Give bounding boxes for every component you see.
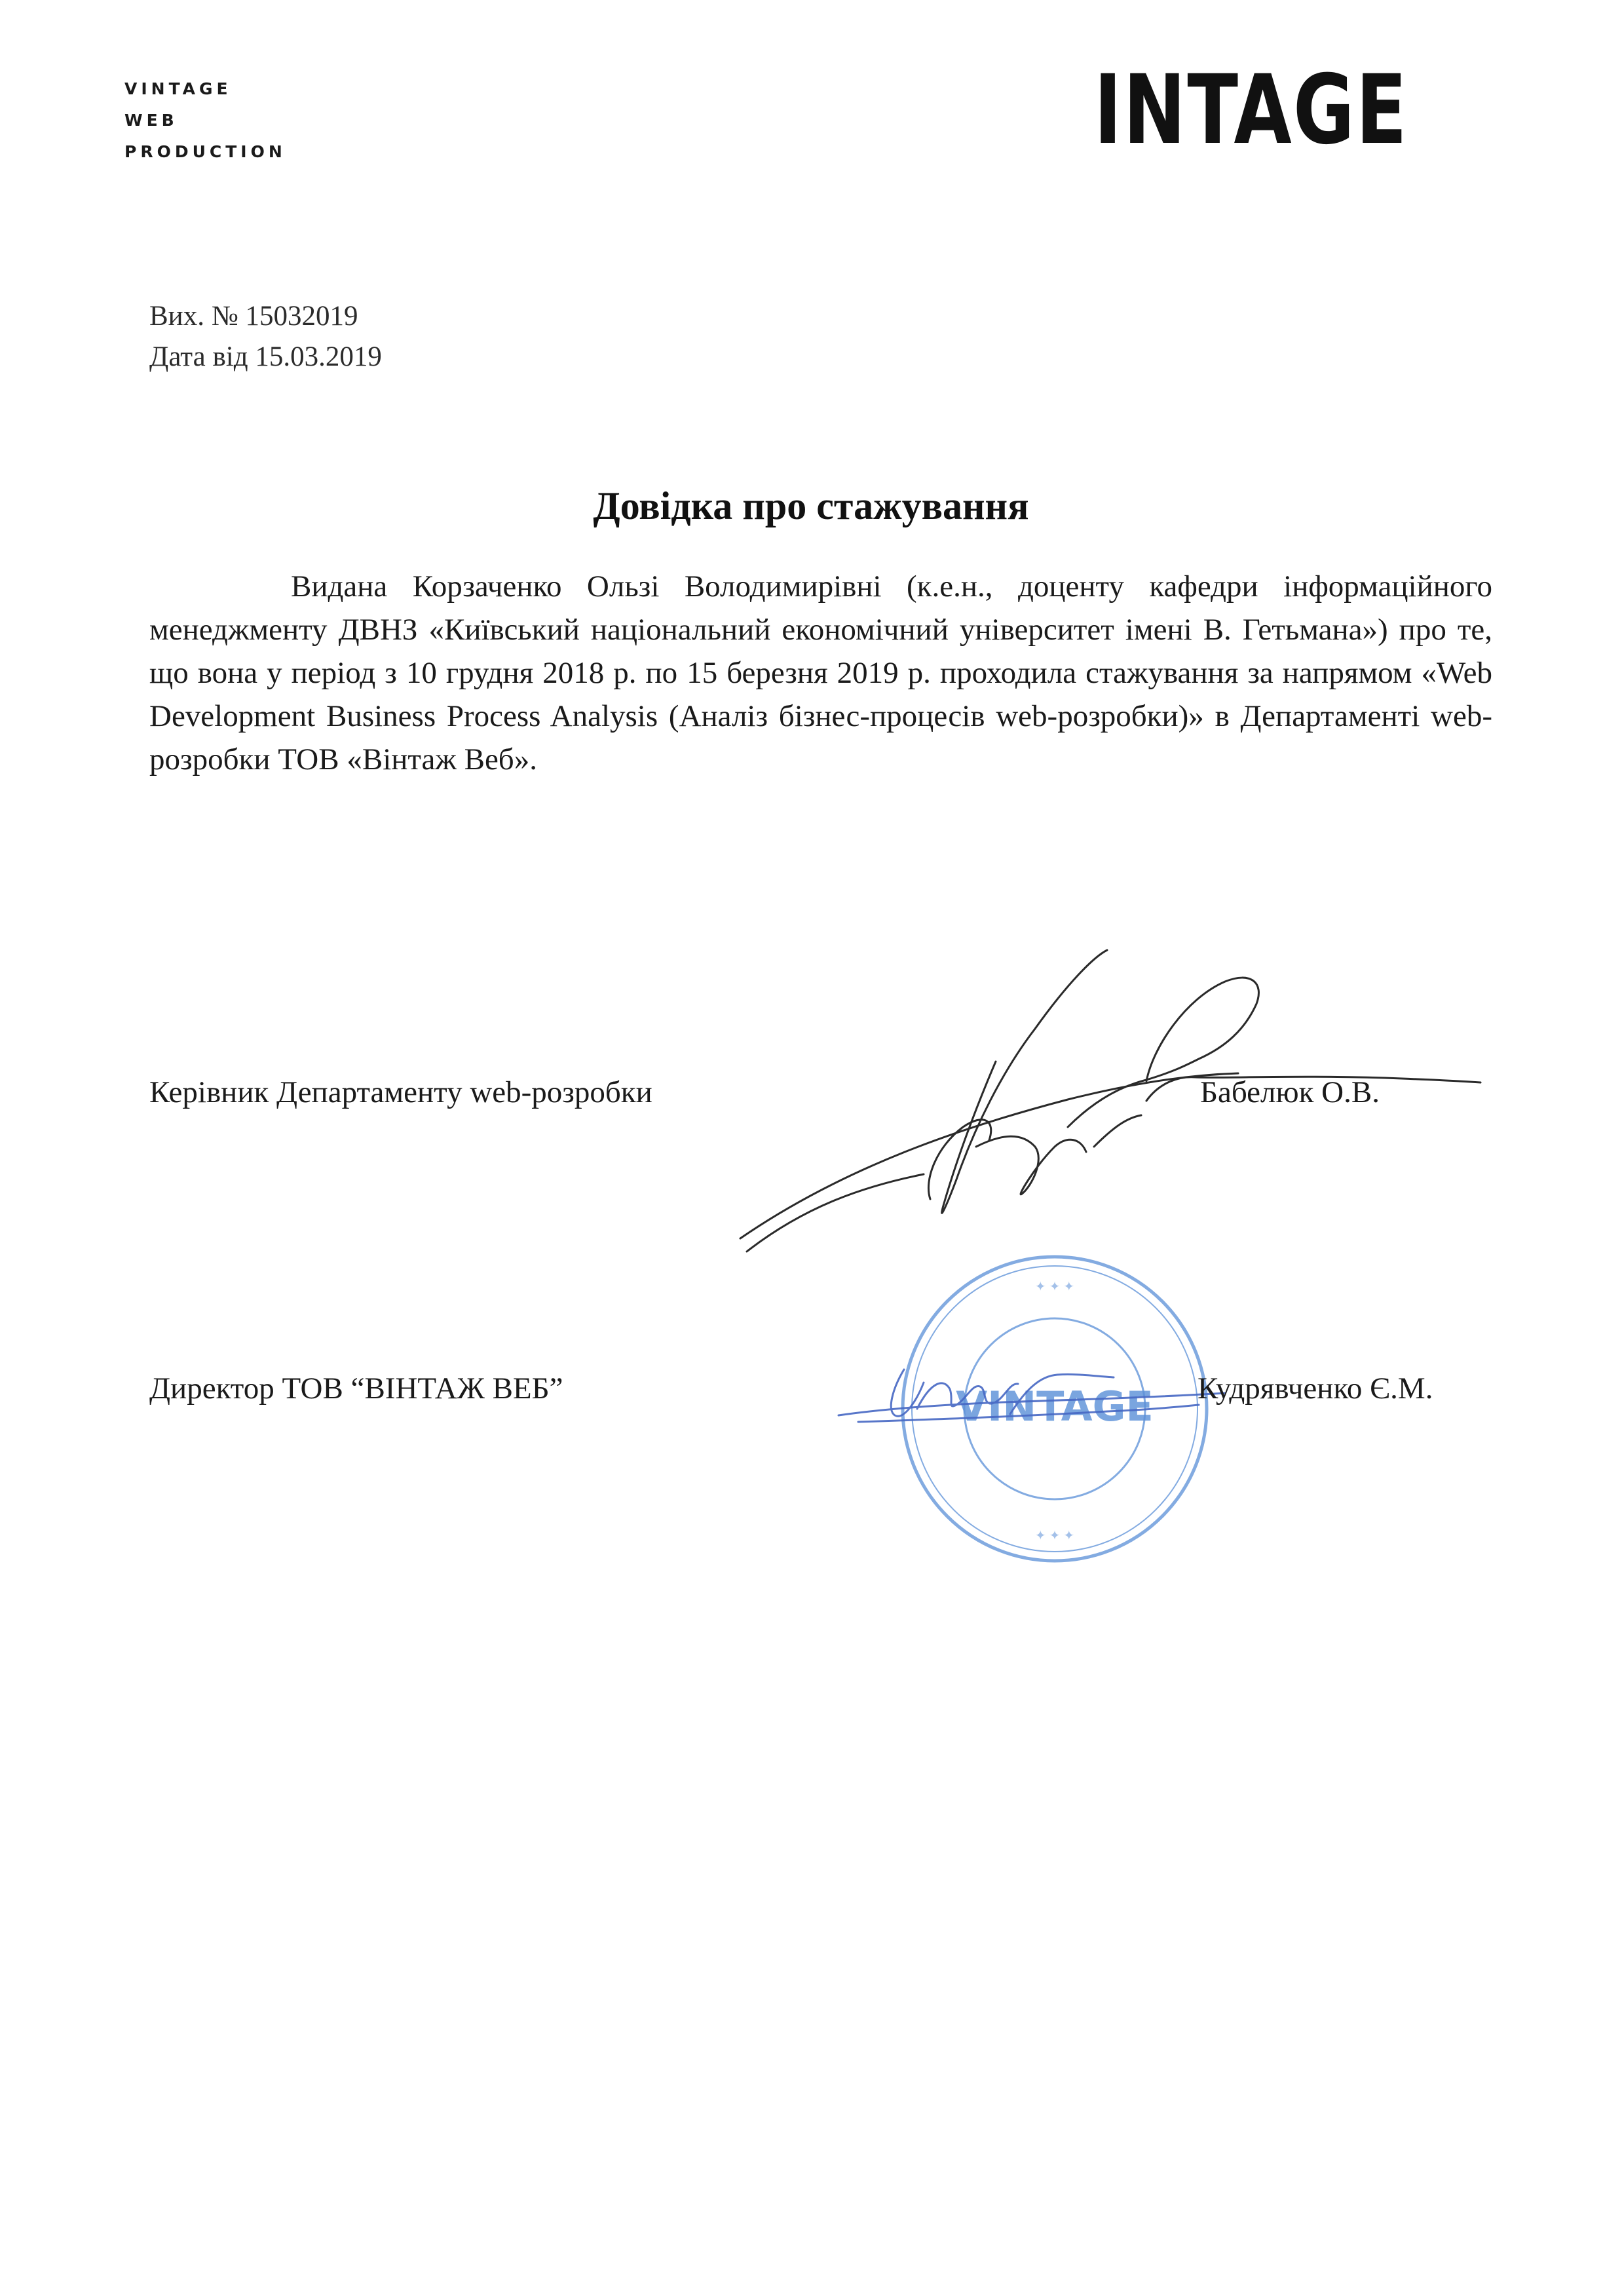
document-body: Видана Корзаченко Ользі Володимирівні (к.е.н., доценту кафедри інформаційного менеджменту ДВНЗ «Київський національний економічний університет імені В. Гетьмана») про те, що вона у період з 10 грудня 2018 р. по 15 березня 2019 р. проходила стажування за напрямом «Web Development Business Process Analysis (Аналіз бізнес-процесів web-розробки)» в Департаменті web-розробки ТОВ «Вінтаж Веб».	[149, 569, 1492, 776]
company-name-block	[124, 73, 286, 168]
signature-1	[727, 930, 1487, 1297]
stamp-center-text: VINTAGE	[956, 1383, 1154, 1430]
logo-wordmark: INTAGE	[1094, 54, 1408, 166]
document-title: Довідка про стажування	[593, 484, 1029, 527]
outgoing-reference	[149, 296, 382, 377]
company-name-line-1: VINTAGE	[124, 79, 232, 98]
company-name-line-2: WEB	[124, 111, 178, 130]
svg-text:✦ ✦ ✦: ✦ ✦ ✦	[1034, 1529, 1075, 1543]
signatory-2-position: Директор ТОВ “ВІНТАЖ ВЕБ”	[149, 1371, 563, 1406]
svg-text:✦ ✦ ✦: ✦ ✦ ✦	[1034, 1280, 1075, 1294]
company-name-line-3: PRODUCTION	[124, 142, 286, 161]
outgoing-date: Дата від 15.03.2019	[149, 341, 382, 372]
logo-tick-mark	[1065, 79, 1072, 98]
signatory-2-name: Кудрявченко Є.М.	[1198, 1371, 1433, 1406]
company-logo	[1068, 54, 1474, 166]
signatory-1-name: Бабелюк О.В.	[1200, 1075, 1380, 1109]
outgoing-number: Вих. № 15032019	[149, 301, 358, 332]
signature-2	[832, 1337, 1238, 1442]
logo-slash-mark	[1069, 73, 1090, 147]
signatory-1-position: Керівник Департаменту web-розробки	[149, 1075, 652, 1109]
